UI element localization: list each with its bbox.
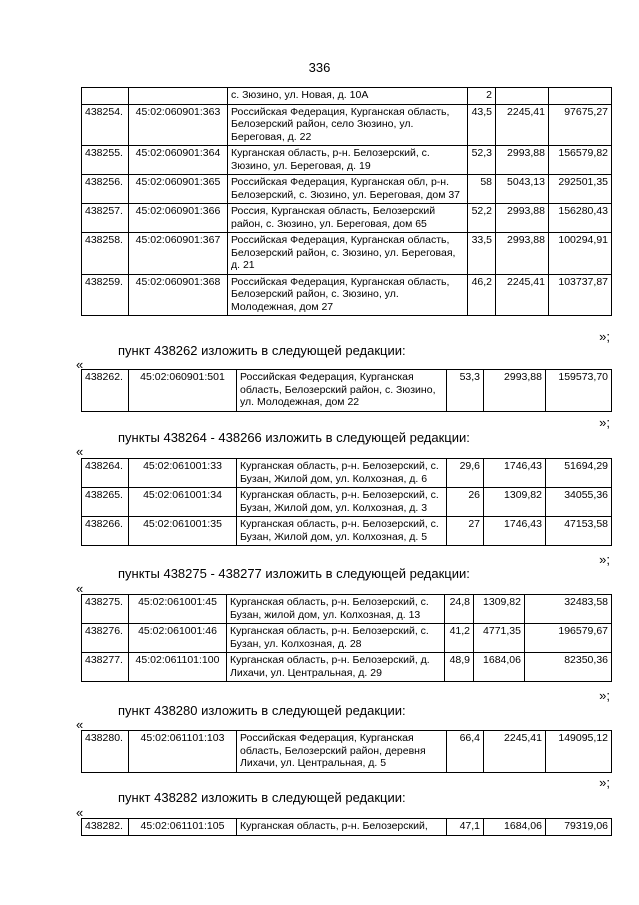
address-cell: Курганская область, р-н. Белозерский, с. Бузан, Жилой дом, ул. Колхозная, д. 5 [237,517,447,546]
row-number: 438276. [82,624,129,653]
section-heading: пункты 438264 - 438266 изложить в следующей редакции: [118,430,470,445]
area-cell: 47,1 [447,819,484,836]
cadastral-number: 45:02:060901:367 [129,233,228,275]
closing-quote: »; [599,415,610,430]
closing-quote: »; [599,552,610,567]
total-value-cell [549,88,612,105]
table-row [82,624,612,653]
total-value-cell: 47153,58 [546,517,612,546]
area-cell: 26 [447,488,484,517]
registry-table-1 [81,87,612,316]
address-cell: с. Зюзино, ул. Новая, д. 10А [228,88,468,105]
registry-table-5 [81,730,612,773]
table-row [82,88,612,105]
table-row [82,595,612,624]
address-cell: Курганская область, р-н. Белозерский, с. Бузан, жилой дом, ул. Колхозная, д. 13 [227,595,445,624]
cadastral-number: 45:02:060901:365 [129,175,228,204]
table-row [82,175,612,204]
registry-table-3 [81,458,612,546]
section-heading: пункты 438275 - 438277 изложить в следующей редакции: [118,566,470,581]
total-value-cell: 159573,70 [546,370,612,412]
total-value-cell: 156280,43 [549,204,612,233]
row-number: 438275. [82,595,129,624]
area-cell: 41,2 [445,624,474,653]
total-value-cell: 79319,06 [546,819,612,836]
row-number: 438256. [82,175,129,204]
area-cell: 53,3 [447,370,484,412]
price-cell: 2993,88 [496,204,549,233]
address-cell: Российская Федерация, Курганская область, Белозерский район, с. Зюзино, ул. Береговая, д. 21 [228,233,468,275]
closing-quote: »; [599,329,610,344]
table-row [82,146,612,175]
table-row [82,459,612,488]
total-value-cell: 32483,58 [525,595,612,624]
total-value-cell: 51694,29 [546,459,612,488]
address-cell: Курганская область, р-н. Белозерский, с. Бузан, Жилой дом, ул. Колхозная, д. 3 [237,488,447,517]
price-cell: 1309,82 [474,595,525,624]
price-cell: 2993,88 [496,233,549,275]
address-cell: Россия, Курганская область, Белозерский район, с. Зюзино, ул. Береговая, дом 65 [228,204,468,233]
closing-quote: »; [599,775,610,790]
row-number: 438257. [82,204,129,233]
total-value-cell: 196579,67 [525,624,612,653]
area-cell: 27 [447,517,484,546]
cadastral-number: 45:02:060901:366 [129,204,228,233]
closing-quote: »; [599,688,610,703]
price-cell: 1746,43 [484,459,546,488]
area-cell: 29,6 [447,459,484,488]
row-number: 438280. [82,731,129,773]
table-row [82,370,612,412]
area-cell: 33,5 [468,233,496,275]
row-number [82,88,129,105]
price-cell: 1746,43 [484,517,546,546]
total-value-cell: 149095,12 [546,731,612,773]
table-row [82,819,612,836]
table-row [82,517,612,546]
row-number: 438277. [82,653,129,682]
table-row [82,204,612,233]
row-number: 438266. [82,517,129,546]
address-cell: Российская Федерация, Курганская область, Белозерский район, с. Зюзино, ул. Молодежная, дом 22 [237,370,447,412]
total-value-cell: 97675,27 [549,104,612,146]
registry-table-2 [81,369,612,412]
price-cell: 5043,13 [496,175,549,204]
address-cell: Российская Федерация, Курганская область, Белозерский район, деревня Лихачи, ул. Центральная, д. 5 [237,731,447,773]
row-number: 438259. [82,274,129,316]
opening-quote: « [76,357,84,372]
page-number: 336 [308,60,331,75]
address-cell: Российская Федерация, Курганская область, Белозерский район, с. Зюзино, ул. Молодежная, дом 27 [228,274,468,316]
price-cell: 1684,06 [484,819,546,836]
area-cell: 52,2 [468,204,496,233]
cadastral-number: 45:02:060901:363 [129,104,228,146]
table-row [82,274,612,316]
cadastral-number: 45:02:061101:105 [129,819,237,836]
price-cell [496,88,549,105]
row-number: 438255. [82,146,129,175]
row-number: 438264. [82,459,129,488]
cadastral-number: 45:02:061001:35 [129,517,237,546]
address-cell: Курганская область, р-н. Белозерский, с. Бузан, ул. Колхозная, д. 28 [227,624,445,653]
total-value-cell: 82350,36 [525,653,612,682]
area-cell: 2 [468,88,496,105]
row-number: 438265. [82,488,129,517]
address-cell: Курганская область, р-н. Белозерский, с. Бузан, Жилой дом, ул. Колхозная, д. 6 [237,459,447,488]
opening-quote: « [76,444,84,459]
price-cell: 1684,06 [474,653,525,682]
total-value-cell: 34055,36 [546,488,612,517]
area-cell: 58 [468,175,496,204]
area-cell: 52,3 [468,146,496,175]
area-cell: 24,8 [445,595,474,624]
table-row [82,653,612,682]
cadastral-number: 45:02:060901:368 [129,274,228,316]
area-cell: 43,5 [468,104,496,146]
address-cell: Курганская область, р-н. Белозерский, с. Зюзино, ул. Береговая, д. 19 [228,146,468,175]
opening-quote: « [76,805,84,820]
area-cell: 66,4 [447,731,484,773]
cadastral-number: 45:02:061001:34 [129,488,237,517]
registry-table-4 [81,594,612,682]
price-cell: 2245,41 [496,274,549,316]
registry-table-6 [81,818,612,836]
price-cell: 4771,35 [474,624,525,653]
table-row [82,104,612,146]
row-number: 438258. [82,233,129,275]
cadastral-number: 45:02:060901:364 [129,146,228,175]
row-number: 438254. [82,104,129,146]
price-cell: 2245,41 [484,731,546,773]
price-cell: 2245,41 [496,104,549,146]
address-cell: Курганская область, р-н. Белозерский, [237,819,447,836]
cadastral-number: 45:02:061001:45 [129,595,227,624]
area-cell: 48,9 [445,653,474,682]
table-row [82,488,612,517]
price-cell: 2993,88 [484,370,546,412]
section-heading: пункт 438262 изложить в следующей редакции: [118,343,406,358]
cadastral-number [129,88,228,105]
section-heading: пункт 438280 изложить в следующей редакции: [118,703,406,718]
section-heading: пункт 438282 изложить в следующей редакции: [118,790,406,805]
total-value-cell: 292501,35 [549,175,612,204]
cadastral-number: 45:02:061101:100 [129,653,227,682]
table-row [82,731,612,773]
opening-quote: « [76,581,84,596]
cadastral-number: 45:02:061101:103 [129,731,237,773]
address-cell: Курганская область, р-н. Белозерский, д. Лихачи, ул. Центральная, д. 29 [227,653,445,682]
cadastral-number: 45:02:061001:46 [129,624,227,653]
price-cell: 1309,82 [484,488,546,517]
address-cell: Российская Федерация, Курганская обл, р-н. Белозерский, с. Зюзино, ул. Береговая, дом 37 [228,175,468,204]
total-value-cell: 156579,82 [549,146,612,175]
opening-quote: « [76,717,84,732]
table-row [82,233,612,275]
row-number: 438262. [82,370,129,412]
total-value-cell: 100294,91 [549,233,612,275]
area-cell: 46,2 [468,274,496,316]
price-cell: 2993,88 [496,146,549,175]
total-value-cell: 103737,87 [549,274,612,316]
row-number: 438282. [82,819,129,836]
cadastral-number: 45:02:061001:33 [129,459,237,488]
address-cell: Российская Федерация, Курганская область, Белозерский район, село Зюзино, ул. Береговая, д. 22 [228,104,468,146]
cadastral-number: 45:02:060901:501 [129,370,237,412]
